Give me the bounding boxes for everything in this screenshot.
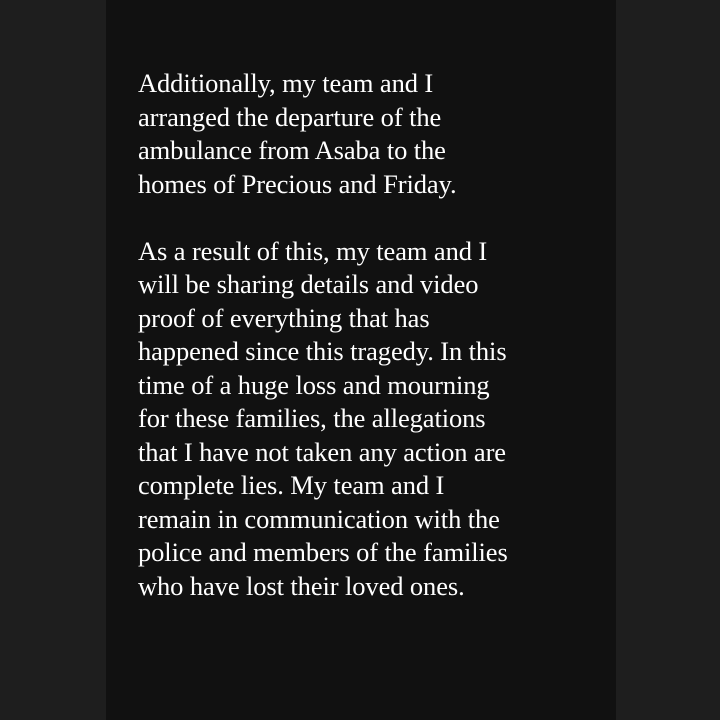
text-line: that I have not taken any action are <box>138 436 506 467</box>
text-line: police and members of the families <box>138 537 508 567</box>
text-line: remain in communication with the <box>138 503 500 534</box>
text-line: homes of Precious and Friday. <box>138 168 457 199</box>
text-line: complete lies. My team and I <box>138 470 445 500</box>
text-line: for these families, the allegations <box>138 403 486 433</box>
text-line: arranged the departure of the <box>138 101 442 132</box>
text-line: will be sharing details and video <box>138 269 479 299</box>
paragraph-2 <box>138 235 608 604</box>
text-line: proof of everything that has <box>138 302 430 333</box>
text-line: As a result of this, my team and I <box>138 235 488 266</box>
text-line: Additionally, my team and I <box>138 68 434 98</box>
paragraph-1 <box>138 67 608 201</box>
text-line: time of a huge loss and mourning <box>138 369 490 400</box>
text-line: who have lost their loved ones. <box>138 570 465 601</box>
story-panel <box>106 0 616 720</box>
text-line: happened since this tragedy. In this <box>138 336 507 366</box>
text-line: ambulance from Asaba to the <box>138 135 446 165</box>
story-text <box>138 67 608 603</box>
